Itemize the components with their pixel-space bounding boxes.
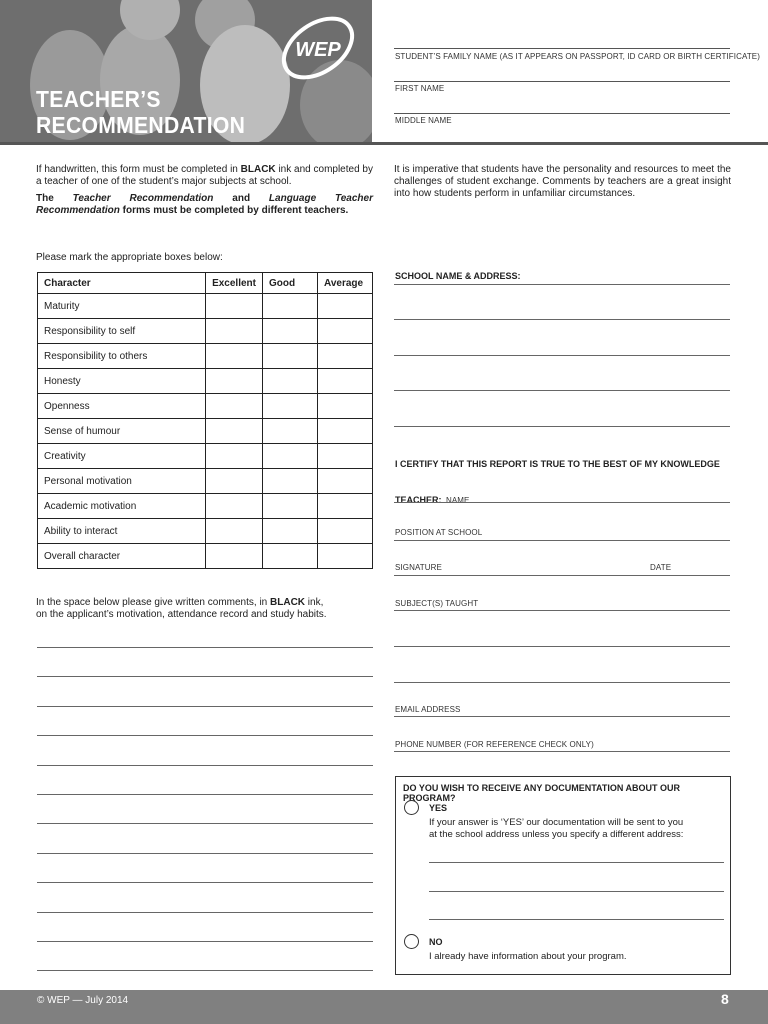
rating-box-good[interactable] [263, 419, 318, 444]
rating-box-good[interactable] [263, 519, 318, 544]
rating-box-average[interactable] [318, 394, 373, 419]
comment-line[interactable] [37, 706, 373, 707]
school-line[interactable] [394, 284, 730, 285]
rating-box-average[interactable] [318, 519, 373, 544]
character-label: Honesty [38, 369, 206, 394]
address-line[interactable] [429, 891, 724, 892]
rating-box-excellent[interactable] [206, 369, 263, 394]
middle-name-field[interactable] [394, 113, 730, 114]
comment-line[interactable] [37, 823, 373, 824]
date-label: DATE [650, 563, 672, 572]
school-line[interactable] [394, 390, 730, 391]
address-line[interactable] [429, 919, 724, 920]
comments-instruction: In the space below please give written comments, in BLACK ink, on the applicant’s motivation, attendance record and study habits. [36, 597, 327, 620]
table-row [38, 394, 373, 419]
character-label: Overall character [38, 544, 206, 569]
rating-box-average[interactable] [318, 419, 373, 444]
intro-instructions: If handwritten, this form must be completed in BLACK ink and completed by a teacher of one of the student’s major subjects at school. [36, 164, 373, 187]
rating-box-average[interactable] [318, 369, 373, 394]
first-name-field[interactable] [394, 81, 730, 82]
column-header: Character [38, 273, 206, 294]
table-row [38, 519, 373, 544]
comment-line[interactable] [37, 853, 373, 854]
family-name-label: STUDENT’S FAMILY NAME (AS IT APPEARS ON PASSPORT, ID CARD OR BIRTH CERTIFICATE) [395, 52, 761, 61]
rating-box-excellent[interactable] [206, 294, 263, 319]
intro-right-text: It is imperative that students have the personality and resources to meet the challenges of student exchange. Comments by teachers are a great insight into how students perform in unfamiliar circumstances. [394, 164, 731, 199]
wep-logo [276, 12, 360, 84]
column-header: Average [318, 273, 373, 294]
table-row [38, 469, 373, 494]
table-row [38, 444, 373, 469]
subjects-field[interactable] [394, 682, 730, 683]
footer-copyright: © WEP — July 2014 [37, 995, 129, 1006]
character-label: Ability to interact [38, 519, 206, 544]
rating-box-excellent[interactable] [206, 544, 263, 569]
intro-forms-note: The Teacher Recommendation and Language Teacher Recommendation forms must be completed by different teachers. [36, 193, 373, 216]
rating-box-excellent[interactable] [206, 444, 263, 469]
rating-box-excellent[interactable] [206, 519, 263, 544]
signature-date-field[interactable] [394, 575, 730, 576]
school-line[interactable] [394, 319, 730, 320]
comment-line[interactable] [37, 970, 373, 971]
school-line[interactable] [394, 426, 730, 427]
teacher-name-field[interactable] [394, 502, 730, 503]
family-name-field[interactable] [394, 48, 730, 49]
column-header: Excellent [206, 273, 263, 294]
rating-box-excellent[interactable] [206, 319, 263, 344]
table-row [38, 494, 373, 519]
comment-line[interactable] [37, 941, 373, 942]
rating-box-average[interactable] [318, 319, 373, 344]
yes-note: If your answer is ‘YES’ our documentation will be sent to you at the school address unless you specify a different address: [429, 817, 684, 840]
school-line[interactable] [394, 355, 730, 356]
position-field[interactable] [394, 540, 730, 541]
character-rating-table [37, 272, 373, 569]
no-note: I already have information about your program. [429, 951, 627, 962]
rating-box-good[interactable] [263, 319, 318, 344]
header-photo [0, 0, 372, 145]
rating-box-good[interactable] [263, 369, 318, 394]
yes-label: YES [429, 803, 448, 813]
rating-box-average[interactable] [318, 494, 373, 519]
subjects-field[interactable] [394, 646, 730, 647]
address-line[interactable] [429, 862, 724, 863]
signature-label: SIGNATURE [395, 563, 442, 572]
rating-box-average[interactable] [318, 444, 373, 469]
rating-box-average[interactable] [318, 544, 373, 569]
rating-box-excellent[interactable] [206, 419, 263, 444]
rating-box-good[interactable] [263, 469, 318, 494]
table-row [38, 294, 373, 319]
documentation-box [395, 776, 731, 975]
column-header: Good [263, 273, 318, 294]
rating-box-good[interactable] [263, 294, 318, 319]
rating-box-excellent[interactable] [206, 469, 263, 494]
middle-name-label: MIDDLE NAME [395, 116, 452, 125]
first-name-label: FIRST NAME [395, 84, 445, 93]
rating-box-excellent[interactable] [206, 394, 263, 419]
table-row [38, 369, 373, 394]
character-label: Personal motivation [38, 469, 206, 494]
table-instruction: Please mark the appropriate boxes below: [36, 252, 223, 263]
rating-box-average[interactable] [318, 344, 373, 369]
header-rule [0, 142, 768, 145]
certify-statement: I CERTIFY THAT THIS REPORT IS TRUE TO THE BEST OF MY KNOWLEDGE [395, 459, 720, 469]
school-label: SCHOOL NAME & ADDRESS: [395, 271, 521, 281]
comment-line[interactable] [37, 912, 373, 913]
email-field[interactable] [394, 716, 730, 717]
subjects-field[interactable] [394, 610, 730, 611]
table-header-row [38, 273, 373, 294]
rating-box-good[interactable] [263, 394, 318, 419]
table-row [38, 344, 373, 369]
teacher-name-label: TEACHER: NAME [395, 495, 470, 505]
no-radio[interactable] [404, 934, 419, 949]
comment-line[interactable] [37, 794, 373, 795]
comment-line[interactable] [37, 765, 373, 766]
rating-box-good[interactable] [263, 444, 318, 469]
comment-line[interactable] [37, 882, 373, 883]
documentation-question: DO YOU WISH TO RECEIVE ANY DOCUMENTATION ABOUT OUR PROGRAM? [403, 783, 681, 803]
position-label: POSITION AT SCHOOL [395, 528, 483, 537]
email-label: EMAIL ADDRESS [395, 705, 461, 714]
rating-box-average[interactable] [318, 469, 373, 494]
page-number: 8 [721, 991, 729, 1007]
comment-line[interactable] [37, 676, 373, 677]
svg-text:WEP: WEP [295, 39, 341, 61]
rating-box-excellent[interactable] [206, 494, 263, 519]
rating-box-good[interactable] [263, 494, 318, 519]
character-label: Academic motivation [38, 494, 206, 519]
comment-line[interactable] [37, 735, 373, 736]
footer-bar [0, 990, 768, 1024]
table-row [38, 544, 373, 569]
yes-radio[interactable] [404, 800, 419, 815]
subjects-label: SUBJECT(S) TAUGHT [395, 599, 479, 608]
character-label: Responsibility to self [38, 319, 206, 344]
no-label: NO [429, 937, 443, 947]
rating-box-good[interactable] [263, 544, 318, 569]
comment-line[interactable] [37, 647, 373, 648]
character-label: Sense of humour [38, 419, 206, 444]
rating-box-excellent[interactable] [206, 344, 263, 369]
character-label: Responsibility to others [38, 344, 206, 369]
phone-field[interactable] [394, 751, 730, 752]
character-label: Maturity [38, 294, 206, 319]
page-title: TEACHER’S RECOMMENDATION [36, 86, 246, 138]
character-label: Openness [38, 394, 206, 419]
phone-label: PHONE NUMBER (FOR REFERENCE CHECK ONLY) [395, 740, 594, 749]
rating-box-good[interactable] [263, 344, 318, 369]
character-label: Creativity [38, 444, 206, 469]
rating-box-average[interactable] [318, 294, 373, 319]
table-row [38, 319, 373, 344]
table-row [38, 419, 373, 444]
